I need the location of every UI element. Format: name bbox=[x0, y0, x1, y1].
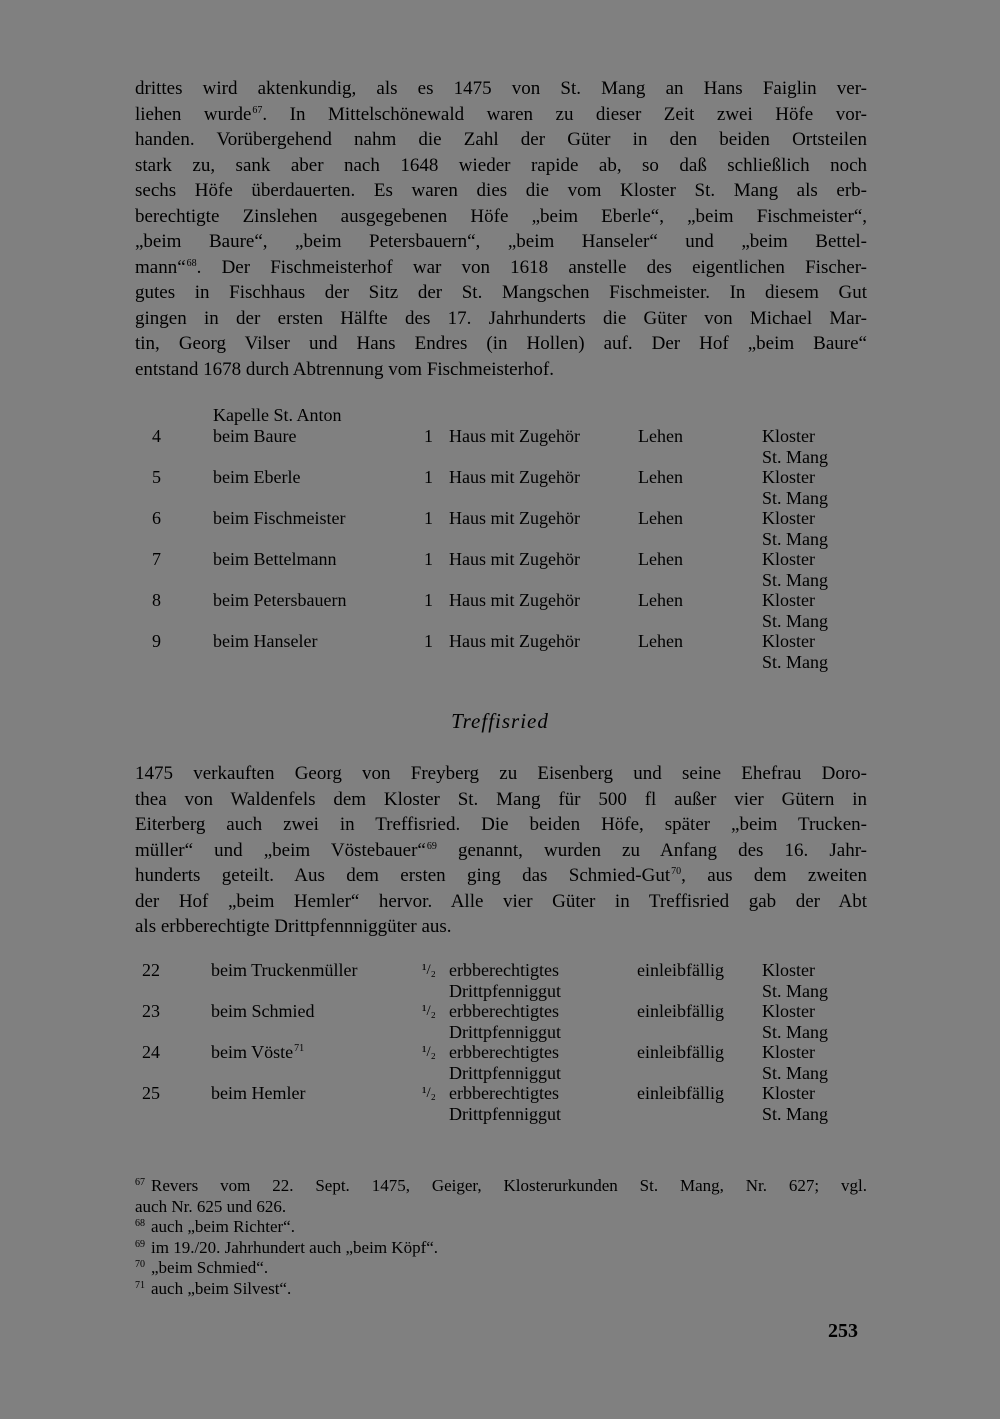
tenure: Lehen bbox=[638, 590, 683, 610]
quantity: 1 bbox=[424, 426, 433, 446]
footnote: $^{68}$ auch „beim Richter“. bbox=[135, 1217, 295, 1236]
property: Haus mit Zugehör bbox=[449, 549, 580, 569]
row-number: 6 bbox=[152, 508, 161, 528]
footnote-ref: 67 bbox=[252, 104, 263, 116]
paragraph-2 bbox=[135, 761, 867, 940]
footnote: $^{67}$ Revers vom 22. Sept. 1475, Geiger, Klosterurkunden St. Mang, Nr. 627; vgl. bbox=[135, 1176, 867, 1195]
text-line: hunderts geteilt. Aus dem ersten ging das Schmied-Gut$^{70}$, aus dem zweiten bbox=[135, 865, 867, 886]
owner: Kloster St. Mang bbox=[762, 549, 829, 590]
text-line: der Hof „beim Hemler“ hervor. Alle vier Güter in Treffisried gab der Abt bbox=[135, 890, 867, 912]
quantity: 1 bbox=[424, 467, 433, 487]
footnote-ref: 71 bbox=[294, 1043, 305, 1054]
footnote-ref: 69 bbox=[426, 840, 437, 852]
owner: Kloster St. Mang bbox=[762, 1042, 829, 1083]
row-number: 9 bbox=[152, 631, 161, 651]
tenure: Lehen bbox=[638, 549, 683, 569]
quantity: 1 bbox=[424, 508, 433, 528]
footnote: auch Nr. 625 und 626. bbox=[135, 1196, 287, 1216]
text-line: gingen in der ersten Hälfte des 17. Jahrhunderts die Güter von Michael Mar- bbox=[135, 307, 867, 329]
text-line: berechtigte Zinslehen ausgegebenen Höfe „beim Eberle“, „beim Fischmeister“, bbox=[135, 205, 867, 227]
farm-name: beim Baure bbox=[213, 426, 297, 446]
owner: Kloster St. Mang bbox=[762, 467, 829, 508]
tenure: Lehen bbox=[638, 467, 683, 487]
farm-name: beim Truckenmüller bbox=[211, 960, 358, 980]
property: erbberechtigtes Drittpfenniggut bbox=[449, 1042, 561, 1083]
farm-name: beim Schmied bbox=[211, 1001, 315, 1021]
text-line: mann“$^{68}$. Der Fischmeisterhof war von 1618 anstelle des eigentlichen Fischer- bbox=[135, 256, 867, 278]
property: Haus mit Zugehör bbox=[449, 467, 580, 487]
farm-name: beim Eberle bbox=[213, 467, 301, 487]
row-number: 4 bbox=[152, 426, 161, 446]
tenure: einleibfällig bbox=[637, 1083, 724, 1103]
row-number: 22 bbox=[142, 960, 160, 980]
farm-name: beim Hanseler bbox=[213, 631, 318, 651]
text-line: tin, Georg Vilser und Hans Endres (in Hollen) auf. Der Hof „beim Baure“ bbox=[135, 333, 867, 354]
text-line: entstand 1678 durch Abtrennung vom Fischmeisterhof. bbox=[135, 358, 554, 380]
fraction: ¹/₂ bbox=[422, 962, 436, 978]
property: Haus mit Zugehör bbox=[449, 508, 580, 528]
text-line: liehen wurde$^{67}$. In Mittelschönewald waren zu dieser Zeit zwei Höfe vor- bbox=[135, 103, 867, 125]
owner: Kloster St. Mang bbox=[762, 1083, 829, 1124]
tenure: einleibfällig bbox=[637, 1001, 724, 1021]
row-number: 23 bbox=[142, 1001, 160, 1021]
owner: Kloster St. Mang bbox=[762, 1001, 829, 1042]
quantity: 1 bbox=[424, 631, 433, 651]
text-line: sechs Höfe überdauerten. Es waren dies die vom Kloster St. Mang als erb- bbox=[135, 180, 867, 201]
table-row bbox=[0, 549, 829, 590]
farm-name: beim Hemler bbox=[211, 1083, 306, 1103]
text-line: als erbberechtigte Drittpfennniggüter aus. bbox=[135, 916, 452, 937]
text-line: drittes wird aktenkundig, als es 1475 von St. Mang an Hans Faiglin ver- bbox=[135, 78, 867, 99]
table-row bbox=[0, 508, 829, 549]
fraction: ¹/₂ bbox=[422, 1003, 436, 1019]
fraction: ¹/₂ bbox=[422, 1085, 436, 1101]
text-line: 1475 verkauften Georg von Freyberg zu Eisenberg und seine Ehefrau Doro- bbox=[135, 763, 867, 784]
table-row bbox=[0, 590, 829, 631]
text-line: „beim Baure“, „beim Petersbauern“, „beim Hanseler“ und „beim Bettel- bbox=[135, 231, 867, 252]
section-heading: Treffisried bbox=[451, 709, 549, 733]
tenure: Lehen bbox=[638, 508, 683, 528]
table-row bbox=[0, 467, 829, 508]
property: Haus mit Zugehör bbox=[449, 590, 580, 610]
footnote-ref: 70 bbox=[671, 866, 682, 877]
farm-name: beim Petersbauern bbox=[213, 590, 347, 610]
text-line: Eiterberg auch zwei in Treffisried. Die beiden Höfe, später „beim Trucken- bbox=[135, 814, 867, 835]
footnote: $^{69}$ im 19./20. Jahrhundert auch „beim Köpf“. bbox=[135, 1237, 439, 1257]
tenure: Lehen bbox=[638, 426, 683, 446]
footnotes bbox=[135, 1176, 867, 1299]
quantity: 1 bbox=[424, 590, 433, 610]
owner: Kloster St. Mang bbox=[762, 508, 829, 549]
owner: Kloster St. Mang bbox=[762, 426, 829, 467]
footnote: $^{70}$ „beim Schmied“. bbox=[135, 1258, 269, 1277]
property: Haus mit Zugehör bbox=[449, 631, 580, 651]
text-line: stark zu, sank aber nach 1648 wieder rapide ab, so daß schließlich noch bbox=[135, 154, 867, 176]
footnote-ref: 68 bbox=[186, 257, 197, 269]
tenure: einleibfällig bbox=[637, 960, 724, 980]
table-1-header: Kapelle St. Anton bbox=[213, 405, 342, 425]
owner: Kloster St. Mang bbox=[762, 590, 829, 631]
row-number: 24 bbox=[142, 1042, 160, 1062]
page-number: 253 bbox=[828, 1320, 858, 1342]
tenure: Lehen bbox=[638, 631, 683, 651]
table-row bbox=[0, 960, 829, 1001]
fraction: ¹/₂ bbox=[422, 1044, 436, 1060]
quantity: 1 bbox=[424, 549, 433, 569]
paragraph-1 bbox=[135, 76, 867, 382]
property: erbberechtigtes Drittpfenniggut bbox=[449, 1001, 561, 1042]
farm-name: beim Fischmeister bbox=[213, 508, 346, 528]
table-row bbox=[0, 1001, 829, 1042]
text-line: gutes in Fischhaus der Sitz der St. Mangschen Fischmeister. In diesem Gut bbox=[135, 282, 867, 303]
row-number: 25 bbox=[142, 1083, 160, 1103]
table-row bbox=[0, 426, 829, 467]
owner: Kloster St. Mang bbox=[762, 631, 829, 672]
text-line: thea von Waldenfels dem Kloster St. Mang für 500 fl außer vier Gütern in bbox=[135, 788, 867, 810]
table-row bbox=[0, 1042, 829, 1083]
property: erbberechtigtes Drittpfenniggut bbox=[449, 960, 561, 1001]
property: Haus mit Zugehör bbox=[449, 426, 580, 446]
tenure: einleibfällig bbox=[637, 1042, 724, 1062]
farm-name: beim Bettelmann bbox=[213, 549, 337, 569]
text-line: handen. Vorübergehend nahm die Zahl der Güter in den beiden Ortsteilen bbox=[135, 129, 867, 150]
property: erbberechtigtes Drittpfenniggut bbox=[449, 1083, 561, 1124]
table-row bbox=[0, 631, 829, 672]
table-row bbox=[0, 1083, 829, 1124]
owner: Kloster St. Mang bbox=[762, 960, 829, 1001]
farm-name: beim Vöste$^{71}$ bbox=[211, 1042, 305, 1062]
row-number: 7 bbox=[152, 549, 161, 569]
footnote: $^{71}$ auch „beim Silvest“. bbox=[135, 1278, 292, 1298]
row-number: 8 bbox=[152, 590, 161, 610]
text-line: müller“ und „beim Vöstebauer“$^{69}$ genannt, wurden zu Anfang des 16. Jahr- bbox=[135, 839, 867, 861]
row-number: 5 bbox=[152, 467, 161, 487]
